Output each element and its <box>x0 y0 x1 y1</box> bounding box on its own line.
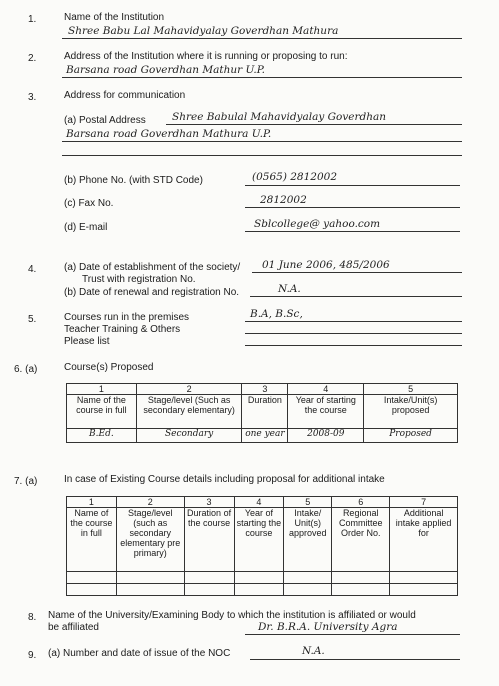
noc-label: (a) Number and date of issue of the NOC <box>48 648 231 659</box>
table-header-row <box>67 395 458 429</box>
institution-name-label: Name of the Institution <box>64 12 165 23</box>
establishment-line <box>252 272 462 273</box>
proposed-course-table <box>66 383 458 443</box>
email-value: Sblcollege@ yahoo.com <box>254 218 381 230</box>
table-cell <box>390 572 458 584</box>
courses-line-2 <box>245 333 462 334</box>
noc-value: N.A. <box>302 645 325 657</box>
item-3-number: 3. <box>28 92 37 103</box>
table-header: Intake/Unit(s) proposed <box>364 395 458 429</box>
item-4-number: 4. <box>28 264 37 275</box>
institution-address-line <box>62 77 462 78</box>
table-cell <box>284 584 332 596</box>
fax-line <box>245 207 460 208</box>
renewal-label: (b) Date of renewal and registration No. <box>64 287 240 298</box>
courses-run-label-1: Courses run in the premises <box>64 312 190 323</box>
institution-name-value: Shree Babu Lal Mahavidyalay Goverdhan Mathura <box>68 25 339 37</box>
courses-line-3 <box>245 345 462 346</box>
communication-address-label: Address for communication <box>64 90 186 101</box>
table-header: Name of the course in full <box>67 508 117 572</box>
table-header: Stage/level (Such as secondary elementary) <box>136 395 242 429</box>
table-row <box>67 572 458 584</box>
table-header: Year of starting the course <box>288 395 364 429</box>
table-cell <box>184 584 234 596</box>
table-cell <box>67 584 117 596</box>
institution-name-line <box>62 38 462 39</box>
fax-label: (c) Fax No. <box>64 198 114 209</box>
postal-address-value-1: Shree Babulal Mahavidyalay Goverdhan <box>172 111 387 123</box>
table-cell: 6 <box>332 497 390 508</box>
table-number-row <box>67 497 458 508</box>
existing-course-label: In case of Existing Course details including proposal for additional intake <box>64 474 385 485</box>
item-8-number: 8. <box>28 612 37 623</box>
establishment-label-1: (a) Date of establishment of the society/ <box>64 262 241 273</box>
table-header: Duration of the course <box>184 508 234 572</box>
table-row <box>67 584 458 596</box>
table-header: Name of the course in full <box>67 395 137 429</box>
table-cell <box>234 584 284 596</box>
university-line <box>245 634 460 635</box>
phone-value: (0565) 2812002 <box>252 171 338 183</box>
table-cell: 2008-09 <box>288 429 364 443</box>
table-cell <box>390 584 458 596</box>
table-cell: B.Ed. <box>67 429 137 443</box>
item-6-number: 6. (a) <box>14 364 38 375</box>
institution-address-label: Address of the Institution where it is running or proposing to run: <box>64 51 348 62</box>
table-header: Year of starting the course <box>234 508 284 572</box>
table-cell: 5 <box>364 384 458 395</box>
table-cell: 3 <box>242 384 288 395</box>
postal-line-2 <box>62 141 462 142</box>
establishment-label-2: Trust with registration No. <box>82 274 196 285</box>
table-cell <box>332 584 390 596</box>
table-cell: 2 <box>136 384 242 395</box>
courses-run-label-2: Teacher Training & Others <box>64 324 181 335</box>
establishment-value: 01 June 2006, 485/2006 <box>262 259 390 271</box>
university-label-2: be affiliated <box>48 622 99 633</box>
table-cell: 1 <box>67 497 117 508</box>
postal-address-label: (a) Postal Address <box>64 115 146 126</box>
table-row <box>67 429 458 443</box>
item-7-number: 7. (a) <box>14 476 38 487</box>
existing-course-table <box>66 496 458 596</box>
table-header: Intake/ Unit(s) approved <box>284 508 332 572</box>
renewal-line <box>250 296 462 297</box>
table-header: Regional Committee Order No. <box>332 508 390 572</box>
table-cell: one year <box>242 429 288 443</box>
item-2-number: 2. <box>28 53 37 64</box>
phone-label: (b) Phone No. (with STD Code) <box>64 175 203 186</box>
table-cell <box>67 572 117 584</box>
renewal-value: N.A. <box>278 283 301 295</box>
table-header: Additional intake applied for <box>390 508 458 572</box>
table-cell <box>284 572 332 584</box>
courses-run-value: B.A, B.Sc, <box>250 308 303 320</box>
university-value: Dr. B.R.A. University Agra <box>258 621 398 633</box>
table-cell: 3 <box>184 497 234 508</box>
table-cell: 2 <box>116 497 184 508</box>
table-cell: Secondary <box>136 429 242 443</box>
table-cell: 7 <box>390 497 458 508</box>
postal-line-1 <box>166 124 462 125</box>
postal-address-value-2: Barsana road Goverdhan Mathura U.P. <box>66 128 272 140</box>
phone-line <box>245 185 460 186</box>
table-cell: 5 <box>284 497 332 508</box>
item-9-number: 9. <box>28 650 37 661</box>
email-line <box>245 231 460 232</box>
table-cell <box>234 572 284 584</box>
courses-line-1 <box>245 321 462 322</box>
table-header: Duration <box>242 395 288 429</box>
courses-run-label-3: Please list <box>64 336 110 347</box>
item-1-number: 1. <box>28 14 37 25</box>
table-header: Stage/level (such as secondary elementary pre primary) <box>116 508 184 572</box>
institution-address-value: Barsana road Goverdhan Mathur U.P. <box>66 64 265 76</box>
noc-line <box>250 659 460 660</box>
table-cell <box>116 584 184 596</box>
table-number-row <box>67 384 458 395</box>
email-label: (d) E-mail <box>64 222 108 233</box>
courses-proposed-label: Course(s) Proposed <box>64 362 154 373</box>
table-cell <box>116 572 184 584</box>
table-cell: 4 <box>234 497 284 508</box>
table-cell: Proposed <box>364 429 458 443</box>
fax-value: 2812002 <box>260 194 307 206</box>
postal-line-3 <box>62 155 462 156</box>
table-cell: 4 <box>288 384 364 395</box>
table-cell <box>332 572 390 584</box>
table-cell: 1 <box>67 384 137 395</box>
table-header-row <box>67 508 458 572</box>
item-5-number: 5. <box>28 314 37 325</box>
table-cell <box>184 572 234 584</box>
university-label-1: Name of the University/Examining Body to which the institution is affiliated or would <box>48 610 416 621</box>
